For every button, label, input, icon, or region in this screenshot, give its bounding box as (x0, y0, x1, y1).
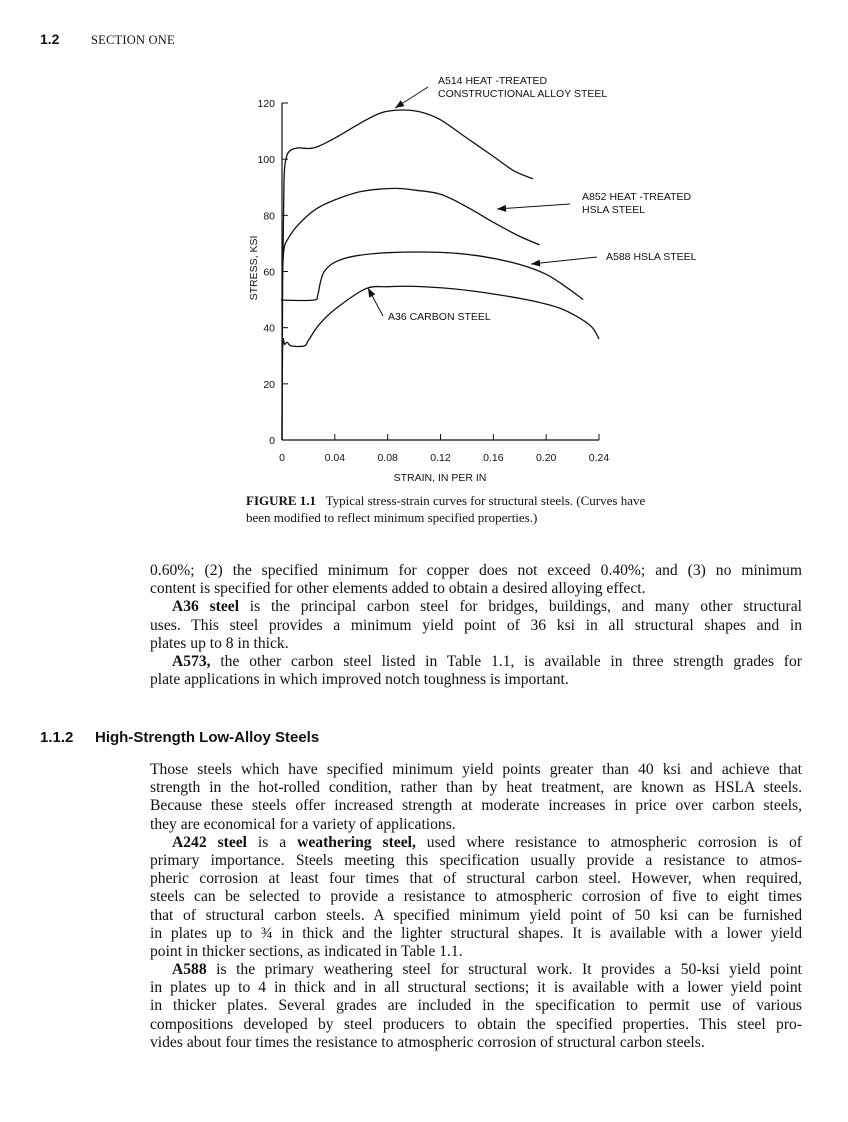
text-line (150, 888, 802, 906)
text-run: steels can be selected to provide a resistance to atmospheric corrosion of five to eight times (150, 888, 802, 906)
text-run: that of structural carbon steels. A specified minimum yield point of 50 ksi can be furnished (150, 906, 802, 924)
text-run: content is specified for other elements added to obtain a desired alloying effect. (150, 580, 646, 598)
stress-strain-chart (0, 0, 848, 490)
text-run: primary importance. Steels meeting this specification usually provide a resistance to atmos- (150, 851, 802, 869)
text-line (150, 834, 802, 852)
x-tick-label: 0 (279, 452, 285, 464)
y-tick-label: 40 (263, 322, 275, 335)
series-label: A36 CARBON STEEL (388, 311, 491, 323)
series-line-a852 (282, 188, 540, 280)
figure-caption (246, 492, 711, 526)
text-run: in plates up to ¾ in thick and the lighter structural shapes. It is available with a lower yield (150, 924, 802, 942)
text-run: used where resistance to atmospheric corrosion is of (415, 833, 802, 851)
text-line (150, 961, 802, 979)
text-run: in thicker plates. Several grades are included in the specification to permit use of various (150, 997, 802, 1015)
text-run: uses. This steel provides a minimum yield point of 36 ksi in all structural shapes and in (150, 616, 802, 634)
text-run: Those steels which have specified minimum yield points greater than 40 ksi and achieve that (150, 761, 802, 778)
y-tick-label: 120 (257, 98, 275, 110)
text-run: they are economical for a variety of applications. (150, 815, 456, 833)
section-title: High-Strength Low-Alloy Steels (95, 729, 320, 746)
body-text-2 (150, 761, 802, 1052)
text-line (150, 635, 802, 653)
y-tick-label: 80 (263, 210, 275, 223)
section-number: 1.1.2 (40, 729, 74, 746)
y-tick-label: 0 (269, 435, 275, 447)
x-axis-label: STRAIN, IN PER IN (393, 472, 487, 484)
y-tick-label: 60 (263, 266, 275, 279)
y-tick-label: 20 (263, 378, 275, 391)
text-line (150, 925, 802, 943)
text-run: 0.60%; (2) the specified minimum for copper does not exceed 0.40%; and (3) no minimum (150, 562, 802, 579)
text-line (150, 907, 802, 925)
running-header: SECTION ONE (91, 33, 175, 47)
text-line (150, 852, 802, 870)
series-label: A588 HSLA STEEL (606, 251, 697, 263)
bold-term: A242 steel (172, 833, 248, 851)
figure-label: FIGURE 1.1 (246, 493, 317, 508)
arrowhead-icon (531, 260, 540, 267)
text-line (150, 580, 802, 598)
y-tick-label: 100 (257, 154, 275, 167)
text-line (150, 797, 802, 815)
text-run: is the primary weathering steel for structural work. It provides a 50-ksi yield point (206, 961, 802, 979)
text-line (150, 979, 802, 997)
text-line (150, 816, 802, 834)
x-tick-label: 0.04 (324, 452, 346, 464)
text-line (150, 1016, 802, 1034)
series-label: A852 HEAT -TREATED (582, 191, 692, 203)
text-run: plate applications in which improved notch toughness is important. (150, 671, 569, 689)
section-heading (40, 729, 319, 746)
arrow-line (497, 204, 570, 209)
arrow-line (531, 257, 597, 264)
text-line (150, 598, 802, 616)
bold-term: weathering steel, (297, 833, 416, 851)
caption-text-2: been modified to reflect minimum specified properties.) (246, 510, 538, 525)
series-label: CONSTRUCTIONAL ALLOY STEEL (438, 88, 608, 100)
bold-term: A573, (172, 652, 211, 670)
text-run: point in thicker sections, as indicated in Table 1.1. (150, 942, 463, 960)
series-line-a514 (282, 110, 533, 440)
text-line (150, 761, 802, 779)
x-tick-label: 0.16 (483, 452, 504, 464)
text-run: the other carbon steel listed in Table 1.1, is available in three strength grades for (210, 652, 802, 670)
arrowhead-icon (497, 205, 506, 212)
text-run: strength in the hot-rolled condition, rather than by heat treatment, are known as HSLA steels. (150, 779, 802, 797)
text-line (150, 562, 802, 580)
bold-term: A588 (172, 961, 207, 979)
text-line (150, 997, 802, 1015)
text-line (150, 653, 802, 671)
series-label: HSLA STEEL (582, 204, 646, 216)
text-line (150, 671, 802, 689)
series-label: A514 HEAT -TREATED (438, 75, 548, 87)
body-text-1 (150, 562, 802, 689)
text-line (150, 1034, 802, 1052)
text-run: pheric corrosion at least four times that of structural carbon steel. However, when required, (150, 870, 802, 888)
y-axis-label: STRESS, KSI (248, 235, 260, 301)
arrowhead-icon (395, 100, 404, 108)
text-run: plates up to 8 in thick. (150, 634, 289, 652)
text-run: Because these steels offer increased strength at moderate increases in price over carbon steels, (150, 797, 802, 815)
series-line-a588 (282, 252, 584, 300)
arrowhead-icon (368, 288, 375, 298)
series-line-a36 (282, 286, 599, 440)
text-line (150, 870, 802, 888)
page-number: 1.2 (40, 31, 60, 47)
text-line (150, 943, 802, 961)
text-run: is a (247, 833, 298, 851)
text-line (150, 617, 802, 635)
x-tick-label: 0.20 (535, 452, 557, 464)
caption-text: Typical stress-strain curves for structural steels. (Curves have (325, 493, 646, 508)
text-run: is the principal carbon steel for bridges, buildings, and many other structural (239, 598, 802, 616)
x-tick-label: 0.12 (430, 452, 451, 464)
x-tick-label: 0.24 (588, 452, 610, 464)
text-run: compositions developed by steel producers to obtain the specified properties. This steel pro- (150, 1015, 802, 1033)
text-line (150, 779, 802, 797)
bold-term: A36 steel (172, 598, 240, 616)
x-tick-label: 0.08 (377, 452, 398, 464)
text-run: vides about four times the resistance to atmospheric corrosion of structural carbon steels. (150, 1033, 705, 1051)
text-run: in plates up to 4 in thick and in all structural sections; it is available with a lower yield point (150, 979, 802, 997)
